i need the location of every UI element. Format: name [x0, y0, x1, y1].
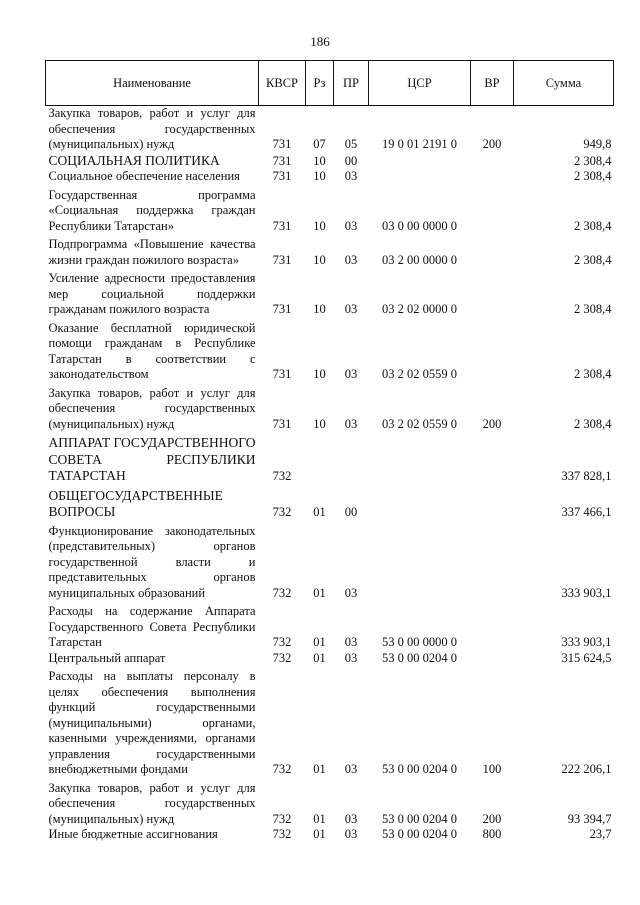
row-csr — [369, 169, 471, 185]
row-rz: 01 — [313, 811, 326, 826]
row-kvsr: 731 — [272, 302, 292, 316]
row-pr: 03 — [344, 169, 358, 183]
row-name: Оказание бесплатной юридической помощи гражданам в Республике Татарстан в соответствии с законодательством — [48, 320, 256, 381]
row-csr: 03 0 00 0000 0 — [382, 218, 457, 233]
table-row — [46, 106, 614, 153]
row-pr: 03 — [344, 416, 358, 431]
row-name: Расходы на содержание Аппарата Государственного Совета Республики Татарстан — [48, 604, 256, 649]
header-sum: Сумма — [514, 61, 614, 106]
row-rz: 01 — [313, 585, 326, 600]
row-sum: 222 206,1 — [561, 762, 612, 776]
table-row — [46, 601, 614, 651]
row-sum: 337 466,1 — [561, 505, 612, 519]
row-csr: 53 0 00 0204 0 — [382, 827, 457, 841]
row-rz: 10 — [313, 416, 326, 431]
row-sum: 2 308,4 — [574, 367, 612, 381]
row-rz: 01 — [313, 635, 326, 649]
header-vr: ВР — [471, 61, 514, 106]
row-pr: 03 — [344, 811, 358, 826]
row-kvsr: 731 — [272, 367, 292, 381]
table-row — [46, 268, 614, 318]
row-name: СОЦИАЛЬНАЯ ПОЛИТИКА — [48, 152, 220, 168]
row-vr — [471, 268, 514, 318]
row-name: Закупка товаров, работ и услуг для обеспечения государственных (муниципальных) нужд — [48, 780, 256, 826]
row-rz: 10 — [313, 169, 326, 183]
row-name: Закупка товаров, работ и услуг для обеспечения государственных (муниципальных) нужд — [48, 106, 256, 151]
row-sum: 333 903,1 — [561, 635, 612, 649]
row-vr — [471, 153, 514, 170]
table-row — [46, 827, 614, 843]
row-kvsr: 732 — [272, 505, 292, 519]
row-vr — [471, 169, 514, 185]
table-body — [46, 106, 614, 843]
page-number: 186 — [310, 34, 330, 49]
row-name: Иные бюджетные ассигнования — [48, 827, 218, 841]
row-pr: 03 — [344, 635, 358, 649]
header-csr: ЦСР — [369, 61, 471, 106]
table-row — [46, 234, 614, 268]
row-kvsr: 732 — [272, 635, 292, 649]
row-pr: 00 — [344, 153, 358, 168]
row-name: Закупка товаров, работ и услуг для обеспечения государственных (муниципальных) нужд — [48, 385, 256, 431]
row-csr: 53 0 00 0204 0 — [382, 650, 457, 665]
row-name: Государственная программа «Социальная поддержка граждан Республики Татарстан» — [48, 187, 256, 233]
table-row — [46, 185, 614, 235]
row-pr: 03 — [344, 762, 358, 776]
row-rz: 10 — [313, 153, 326, 168]
row-vr: 200 — [482, 416, 502, 431]
table-row — [46, 432, 614, 485]
table-row — [46, 383, 614, 433]
row-sum: 93 394,7 — [567, 811, 612, 826]
table-row — [46, 666, 614, 778]
row-pr: 03 — [344, 218, 358, 233]
header-name: Наименование — [46, 61, 259, 106]
row-pr: 03 — [344, 252, 358, 267]
row-name: ОБЩЕГОСУДАРСТВЕННЫЕ ВОПРОСЫ — [48, 487, 223, 519]
row-rz: 10 — [313, 218, 326, 233]
row-csr: 19 0 01 2191 0 — [382, 137, 457, 151]
header-rz: Рз — [306, 61, 334, 106]
row-pr — [334, 432, 369, 485]
row-csr: 03 2 02 0559 0 — [382, 416, 457, 431]
table-row — [46, 169, 614, 185]
row-pr: 03 — [344, 367, 358, 381]
row-name: Расходы на выплаты персоналу в целях обеспечения выполнения функций государственными (муниципальными) органами, казенными учреждениями, органами управления государственными внебюджетными фондами — [48, 669, 256, 776]
row-rz: 01 — [313, 827, 326, 841]
row-vr — [471, 521, 514, 602]
table-row — [46, 153, 614, 170]
row-csr: 53 0 00 0204 0 — [382, 762, 457, 776]
row-kvsr: 731 — [272, 218, 292, 233]
row-vr: 100 — [482, 762, 502, 776]
row-csr — [369, 521, 471, 602]
row-vr: 200 — [482, 137, 502, 151]
row-name: АППАРАТ ГОСУДАРСТВЕННОГО СОВЕТА РЕСПУБЛИКИ ТАТАРСТАН — [48, 435, 256, 483]
row-csr: 53 0 00 0000 0 — [382, 635, 457, 649]
row-vr — [471, 234, 514, 268]
row-csr — [369, 485, 471, 521]
row-csr: 03 2 02 0559 0 — [382, 367, 457, 381]
header-pr: ПР — [334, 61, 369, 106]
row-vr — [471, 601, 514, 651]
row-vr: 800 — [482, 827, 502, 841]
row-vr — [471, 185, 514, 235]
row-rz: 10 — [313, 367, 326, 381]
table-row — [46, 778, 614, 828]
row-name: Подпрограмма «Повышение качества жизни граждан пожилого возраста» — [48, 237, 256, 267]
row-kvsr: 731 — [272, 169, 292, 183]
row-vr — [471, 485, 514, 521]
row-csr: 53 0 00 0204 0 — [382, 811, 457, 826]
row-vr — [471, 318, 514, 383]
row-kvsr: 731 — [272, 252, 292, 267]
row-vr — [471, 432, 514, 485]
row-sum: 23,7 — [589, 827, 612, 841]
row-csr: 03 2 02 0000 0 — [382, 302, 457, 316]
table-row — [46, 485, 614, 521]
row-csr — [369, 153, 471, 170]
row-pr: 00 — [344, 505, 358, 519]
row-sum: 2 308,4 — [574, 169, 612, 183]
row-kvsr: 732 — [272, 469, 292, 483]
row-vr: 200 — [482, 811, 502, 826]
row-vr — [471, 651, 514, 667]
row-kvsr: 731 — [272, 137, 292, 151]
row-kvsr: 731 — [272, 153, 292, 168]
row-kvsr: 732 — [272, 762, 292, 776]
row-csr — [369, 432, 471, 485]
row-name: Социальное обеспечение населения — [48, 169, 240, 183]
row-name: Центральный аппарат — [48, 650, 166, 665]
row-sum: 2 308,4 — [574, 153, 612, 168]
row-pr: 03 — [344, 302, 358, 316]
budget-table — [45, 60, 614, 843]
row-pr: 03 — [344, 585, 358, 600]
table-row — [46, 651, 614, 667]
row-kvsr: 732 — [272, 811, 292, 826]
row-rz: 10 — [313, 252, 326, 267]
row-sum: 333 903,1 — [561, 585, 612, 600]
row-sum: 2 308,4 — [574, 302, 612, 316]
row-sum: 315 624,5 — [561, 650, 612, 665]
row-pr: 05 — [344, 137, 358, 151]
row-rz: 01 — [313, 650, 326, 665]
row-rz: 07 — [313, 137, 326, 151]
row-sum: 2 308,4 — [574, 218, 612, 233]
row-rz: 10 — [313, 302, 326, 316]
row-sum: 2 308,4 — [574, 252, 612, 267]
row-kvsr: 732 — [272, 585, 292, 600]
table-row — [46, 521, 614, 602]
row-rz: 01 — [313, 762, 326, 776]
table-row — [46, 318, 614, 383]
row-name: Усиление адресности предоставления мер социальной поддержки гражданам пожилого возраста — [48, 271, 256, 316]
row-pr: 03 — [344, 827, 358, 841]
row-kvsr: 731 — [272, 416, 292, 431]
row-sum: 949,8 — [583, 137, 612, 151]
header-kvsr: КВСР — [259, 61, 306, 106]
row-kvsr: 732 — [272, 827, 292, 841]
row-pr: 03 — [344, 650, 358, 665]
table-header — [46, 61, 614, 106]
row-rz — [306, 432, 334, 485]
row-rz: 01 — [313, 505, 326, 519]
row-sum: 2 308,4 — [574, 416, 612, 431]
row-sum: 337 828,1 — [561, 469, 612, 483]
row-csr: 03 2 00 0000 0 — [382, 252, 457, 267]
row-kvsr: 732 — [272, 650, 292, 665]
row-name: Функционирование законодательных (представительных) органов государственной власти и представительных органов муниципальных образований — [48, 523, 256, 600]
